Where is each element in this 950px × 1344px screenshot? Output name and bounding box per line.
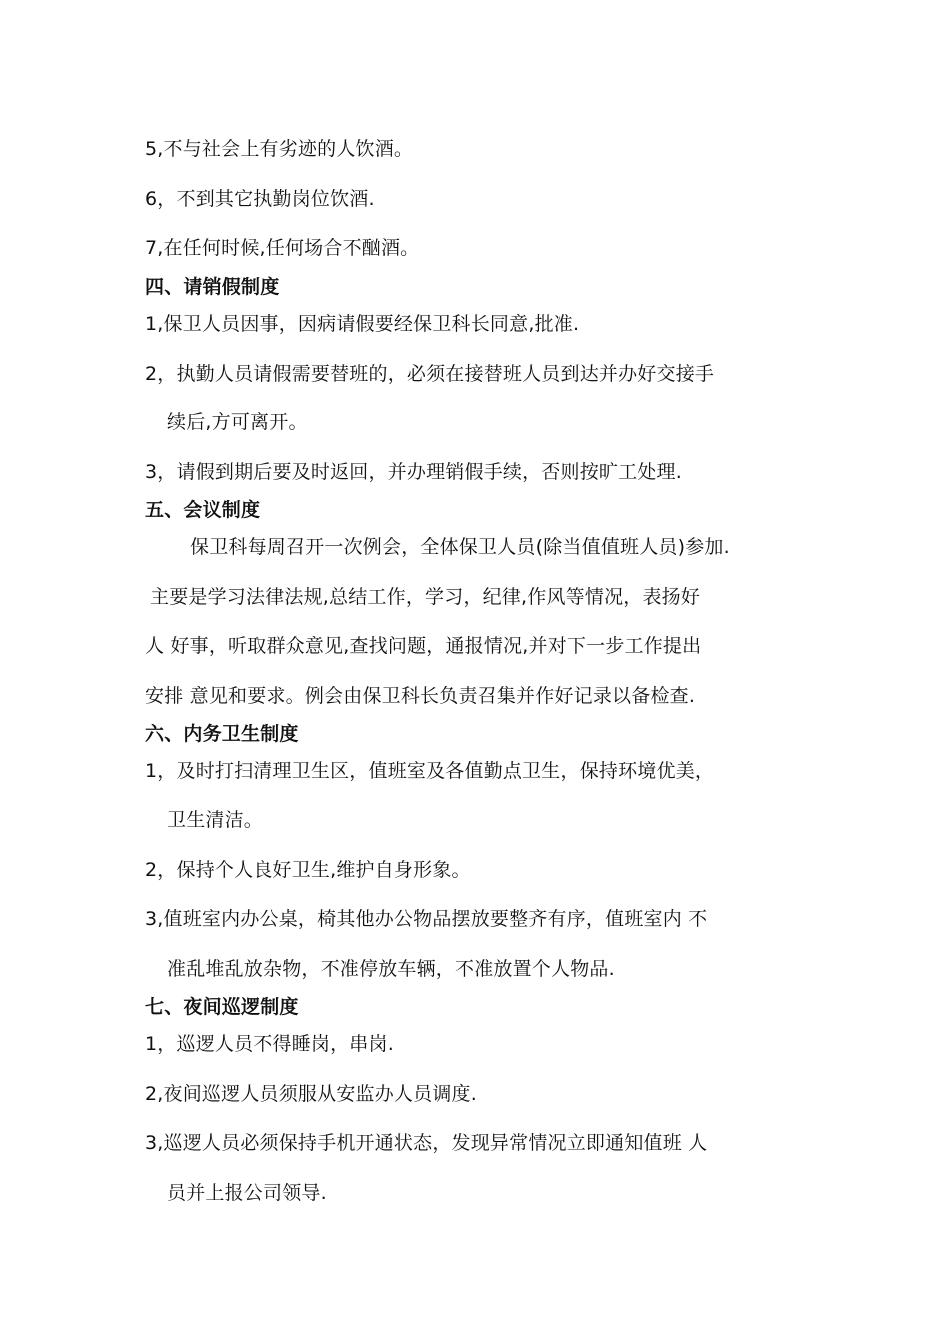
leave-item-2-continued: 续后,方可离开。 xyxy=(167,411,308,433)
section-heading-meeting: 五、会议制度 xyxy=(145,499,261,521)
meeting-paragraph-line-3: 人 好事，听取群众意见,查找问题，通报情况,并对下一步工作提出 xyxy=(145,635,702,657)
meeting-paragraph-line-1: 保卫科每周召开一次例会，全体保卫人员(除当值值班人员)参加. xyxy=(190,536,730,558)
meeting-paragraph-line-2: 主要是学习法律法规,总结工作，学习，纪律,作风等情况，表扬好 xyxy=(150,586,701,608)
rule-item-7: 7,在任何时候,任何场合不酗酒。 xyxy=(145,237,420,259)
rule-item-6: 6，不到其它执勤岗位饮酒. xyxy=(145,188,375,210)
hygiene-item-1-continued: 卫生清洁。 xyxy=(167,809,264,831)
hygiene-item-3: 3,值班室内办公桌，椅其他办公物品摆放要整齐有序，值班室内 不 xyxy=(145,908,708,930)
hygiene-item-1: 1，及时打扫清理卫生区，值班室及各值勤点卫生，保持环境优美， xyxy=(145,760,715,782)
section-heading-leave: 四、请销假制度 xyxy=(145,276,280,298)
patrol-item-3: 3,巡逻人员必须保持手机开通状态，发现异常情况立即通知值班 人 xyxy=(145,1132,708,1154)
hygiene-item-2: 2，保持个人良好卫生,维护自身形象。 xyxy=(145,859,471,881)
section-heading-hygiene: 六、内务卫生制度 xyxy=(145,723,299,745)
leave-item-1: 1,保卫人员因事，因病请假要经保卫科长同意,批准. xyxy=(145,313,580,335)
leave-item-3: 3，请假到期后要及时返回，并办理销假手续，否则按旷工处理. xyxy=(145,461,682,483)
section-heading-patrol: 七、夜间巡逻制度 xyxy=(145,996,299,1018)
meeting-paragraph-line-4: 安排 意见和要求。例会由保卫科长负责召集并作好记录以备检查. xyxy=(145,685,696,707)
leave-item-2: 2，执勤人员请假需要替班的，必须在接替班人员到达并办好交接手 xyxy=(145,363,715,385)
patrol-item-1: 1，巡逻人员不得睡岗，串岗. xyxy=(145,1033,394,1055)
patrol-item-2: 2,夜间巡逻人员须服从安监办人员调度. xyxy=(145,1083,477,1105)
rule-item-5: 5,不与社会上有劣迹的人饮酒。 xyxy=(145,138,414,160)
patrol-item-3-continued: 员并上报公司领导. xyxy=(167,1182,327,1204)
hygiene-item-3-continued: 准乱堆乱放杂物，不准停放车辆，不准放置个人物品. xyxy=(167,958,615,980)
